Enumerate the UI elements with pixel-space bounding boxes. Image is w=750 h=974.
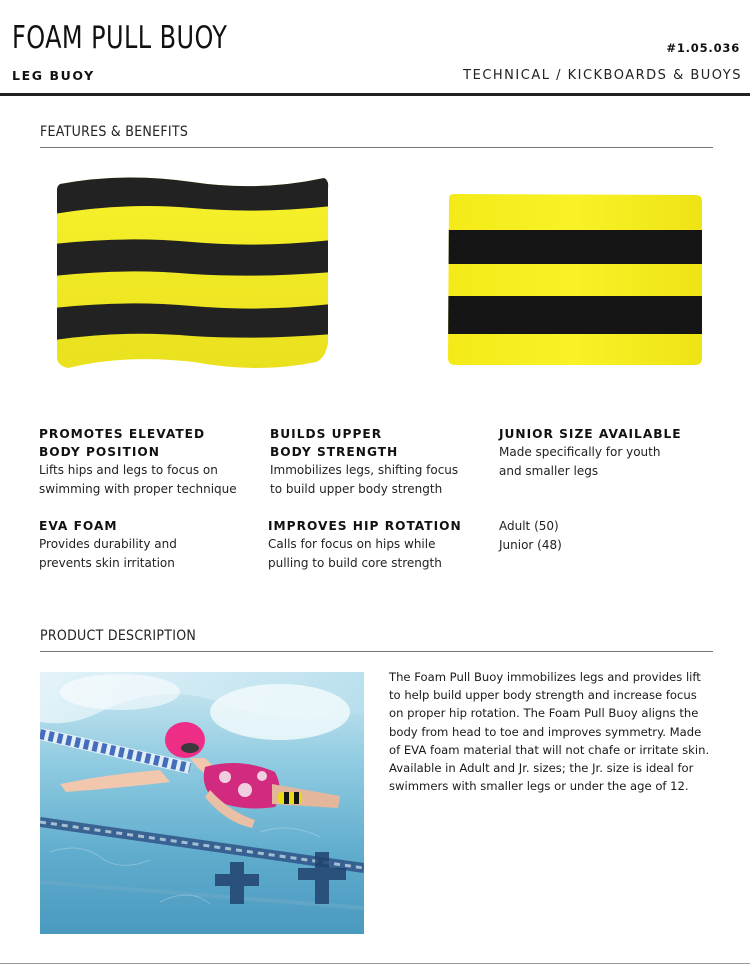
feature-body: pulling to build core strength [268,555,442,570]
feature-body: swimming with proper technique [39,481,237,496]
swimmer-photo [40,672,364,934]
feature-title: BODY POSITION [39,445,160,459]
feature-body: to build upper body strength [270,481,443,496]
size-counts [499,517,699,554]
size-junior: Junior (48) [499,537,562,552]
description-divider [40,651,713,652]
pull-buoy-angled-image [54,172,332,372]
feature-junior-size [499,425,729,480]
category-breadcrumb: TECHNICAL / KICKBOARDS & BUOYS [463,68,742,83]
product-code: #1.05.036 [666,41,740,55]
feature-title: PROMOTES ELEVATED [39,427,206,441]
product-title: FOAM PULL BUOY [12,20,228,56]
feature-title: JUNIOR SIZE AVAILABLE [499,427,682,441]
pull-buoy-front-image [445,192,705,368]
feature-body: and smaller legs [499,463,599,478]
feature-body: Made specifically for youth [499,445,661,459]
feature-title: EVA FOAM [39,519,118,533]
feature-upper-body [270,425,485,498]
feature-body: Calls for focus on hips while [268,537,436,551]
feature-body: Immobilizes legs, shifting focus [270,463,459,477]
header-divider [0,93,750,96]
feature-eva-foam [39,517,254,572]
feature-body: prevents skin irritation [39,555,175,570]
feature-title: IMPROVES HIP ROTATION [268,519,462,533]
feature-title: BODY STRENGTH [270,445,399,459]
features-heading: FEATURES & BENEFITS [40,124,189,140]
feature-hip-rotation [268,517,488,572]
product-description-text: The Foam Pull Buoy immobilizes legs and provides lift to help build upper body strength and increase focus on proper hip rotation. The Foam Pull Buoy aligns the body from head to toe and improves symmetry. Made of EVA foam material that will not chafe or irritate skin. Available in Adult and Jr. sizes; the Jr. size is ideal for swimmers with smaller legs or under the age of 12. [389,670,710,794]
size-adult: Adult (50) [499,519,559,533]
description-heading: PRODUCT DESCRIPTION [40,628,197,644]
feature-title: BUILDS UPPER [270,427,383,441]
features-divider [40,147,713,148]
footer-divider [0,963,750,964]
feature-body: Lifts hips and legs to focus on [39,463,218,477]
feature-body: Provides durability and [39,537,177,551]
feature-elevated-position [39,425,254,498]
product-subtitle: LEG BUOY [12,68,95,83]
